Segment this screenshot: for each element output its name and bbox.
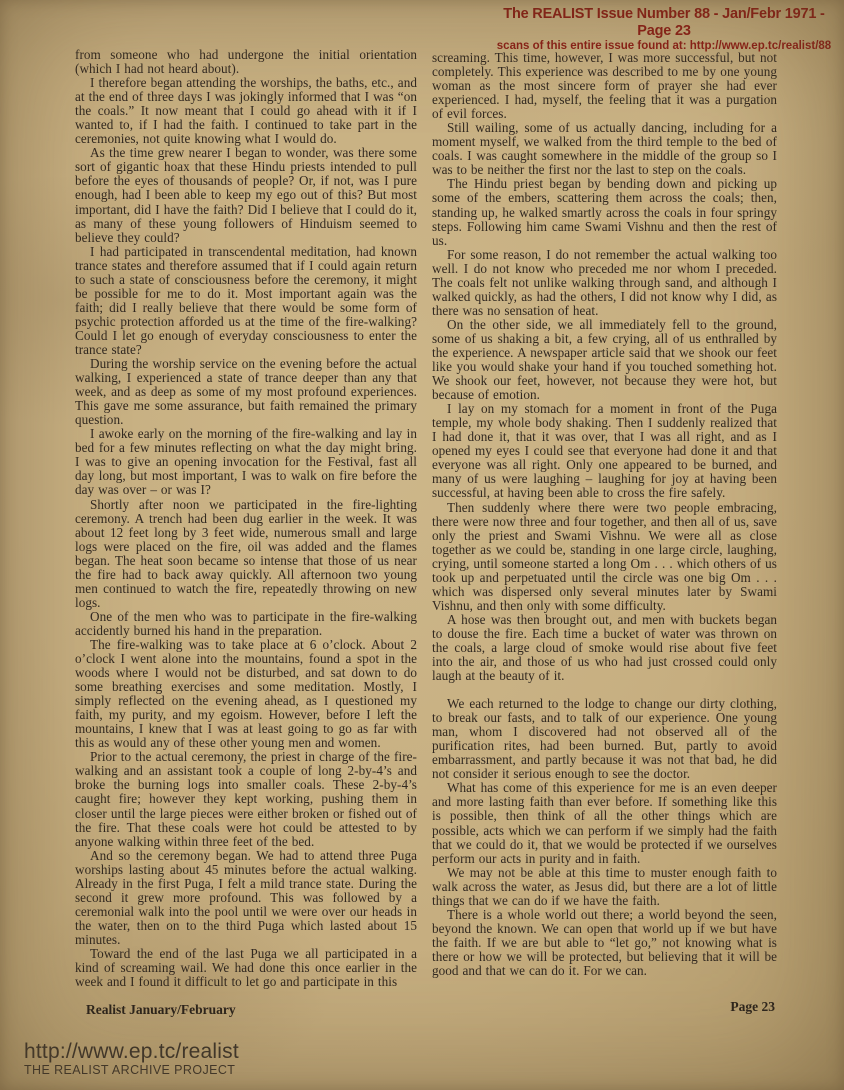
- paragraph: Shortly after noon we participated in the fire-lighting ceremony. A trench had been dug earlier in the week. It was about 12 feet long by 3 feet wide, numerous small and large logs were placed on the fire, oil was added and the flames began. The heat soon became so intense that those of us near the fire had to back away quickly. All afternoon two young men continued to watch the fire, repeatedly throwing on new logs.: [75, 496, 417, 610]
- paragraph: We may not be able at this time to muster enough faith to walk across the water, as Jesus did, but there are a lot of little things that we can do if we have the faith.: [432, 864, 777, 908]
- paragraph: The fire-walking was to take place at 6 o’clock. About 2 o’clock I went alone into the mountains, found a spot in the woods where I would not be disturbed, and sat down to do some breathing exercises and some meditation. Mostly, I simply reflected on the evening ahead, as I questioned my faith, my purity, and my egoism. However, before I left the mountains, I knew that I was at least going to go as far with this as would any of these other young men and women.: [75, 636, 417, 751]
- scan-source-note: scans of this entire issue found at: http://www.ep.tc/realist/88: [496, 40, 832, 52]
- paragraph: I awoke early on the morning of the fire-walking and lay in bed for a few minutes reflecting on what the day might bring. I was to give an opening invocation for the Festival, fast all day long, but most important, I was to walk on fire before the day was over – or was I?: [75, 426, 417, 498]
- paragraph: A hose was then brought out, and men with buckets began to douse the fire. Each time a bucket of water was thrown on the coals, a large cloud of smoke would rise about five feet into the air, and those of us who had just crossed could only laugh at the beauty of it.: [432, 611, 777, 684]
- archive-url: http://www.ep.tc/realist: [24, 1040, 239, 1063]
- paragraph: And so the ceremony began. We had to attend three Puga worships lasting about 45 minutes before the actual walking. Already in the first Puga, I felt a mild trance state. During the second it grew more profound. This was followed by a ceremonial walk into the pool until we were over our heads in the water, then on to the third Puga which lasted about 15 minutes.: [75, 847, 417, 947]
- paragraph: Toward the end of the last Puga we all participated in a kind of screaming wail. We had done this once earlier in the week and I found it difficult to let go and participate in this: [75, 946, 417, 990]
- paragraph: Still wailing, some of us actually dancing, including for a moment myself, we walked from the third temple to the bed of coals. I was caught somewhere in the middle of the group so I was to be neither the first nor the last to step on the coals.: [432, 120, 777, 178]
- paragraph: What has come of this experience for me is an even deeper and more lasting faith than ever before. If something like this is possible, then think of all the other things which are possible, acts which we can perform if we simply had the faith that we could do it, that we would be protected if we ourselves perform our acts in purity and in faith.: [432, 780, 777, 866]
- paragraph: As the time grew nearer I began to wonder, was there some sort of gigantic hoax that these Hindu priests intended to pull before the eyes of thousands of people? Or, if not, was I pure enough, had I been able to keep my ego out of this? But most important, did I have the faith? Did I believe that I could do it, as many of these young followers of Hinduism seemed to believe they could?: [75, 145, 417, 245]
- archive-scan-header: [486, 6, 842, 53]
- paragraph: from someone who had undergone the initial orientation (which I had not heard about).: [75, 48, 417, 77]
- paragraph: During the worship service on the evening before the actual walking, I experienced a state of trance deeper than any that week, and as deep as some of my most profound experiences. This gave me some assurance, but faith remained the primary question.: [75, 356, 417, 428]
- archive-project-block: [24, 1040, 239, 1078]
- paragraph: There is a whole world out there; a world beyond the seen, beyond the known. We can open that world up if we but have the faith. If we are but able to “let go,” not knowing what is there or how we will be protected, but believing that it will be good and that we can do it. For we can.: [432, 906, 777, 978]
- paragraph: I lay on my stomach for a moment in front of the Puga temple, my whole body shaking. Then I suddenly realized that I had done it, that it was over, that I was all right, and as I opened my eyes I could see that everyone had done it and that everyone was all right. Only one appeared to be burned, and many of us were laughing – laughing for joy at having been successful, at having been able to cross the fire safely.: [432, 401, 777, 501]
- paragraph: I therefore began attending the worships, the baths, etc., and at the end of three days I was jokingly informed that I was “on the coals.” It now meant that I could go ahead with it if I wanted to, if I had the faith. I continued to take part in the ceremonies, not quite knowing what I would do.: [75, 75, 417, 147]
- paragraph: One of the men who was to participate in the fire-walking accidently burned his hand in the preparation.: [75, 608, 417, 638]
- paragraph: We each returned to the lodge to change our dirty clothing, to break our fasts, and to talk of our experience. One young man, whom I discovered had not observed all of the purification rites, had been burned. But, partly to avoid embarrassment, and partly because it was not that bad, he did not consider it serious enough to see the doctor.: [432, 696, 777, 782]
- left-column: [75, 48, 417, 1000]
- footer-journal-name: Realist January/February: [86, 1002, 236, 1017]
- paragraph: Then suddenly where there were two people embracing, there were now three and four together, and then all of us, save only the priest and Swami Vishnu. We were all as close together as we could be, standing in one large circle, laughing, crying, until someone started a long Om . . . which others of us took up and perpetuated until the circle was one big Om . . . which was dispersed only several minutes later by Swami Vishnu, and then only with some difficulty.: [432, 499, 777, 613]
- archive-project-label: THE REALIST ARCHIVE PROJECT: [24, 1063, 236, 1077]
- paragraph: Prior to the actual ceremony, the priest in charge of the fire-walking and an assistant took a couple of long 2-by-4’s and broke the burning logs into smaller coals. These 2-by-4’s caught fire; however they kept working, pushing them in closer until the large pieces were either broken or fished out of the fire. That these coals were hot could be attested to by anyone walking within three feet of the bed.: [75, 749, 417, 849]
- right-column: [432, 51, 777, 1003]
- footer-page-number: Page 23: [730, 999, 775, 1014]
- paragraph: For some reason, I do not remember the actual walking too well. I do not know who preceded me nor whom I preceded. The coals felt not unlike walking through sand, and although I walked quickly, as had the others, I did not know why I did, as there was no sensation of heat.: [432, 246, 777, 318]
- paragraph: On the other side, we all immediately fell to the ground, some of us shaking a bit, a few crying, all of us enthralled by the experience. A newspaper article said that we shook our feet like you would shake your hand if you touched something hot. We shook our feet, however, not because they were hot, but because of emotion.: [432, 316, 777, 403]
- paragraph: I had participated in transcendental meditation, had known trance states and therefore assumed that if I could again return to such a state of consciousness before the ceremony, it might be possible for me to do it. Most important again was the faith; did I really believe that there would be some form of psychic protection afforded us at the time of the fire-walking? Could I let go enough of everyday consciousness to enter the trance state?: [75, 243, 417, 357]
- issue-title: The REALIST Issue Number 88 - Jan/Febr 1971 - Page 23: [503, 6, 825, 39]
- paragraph: screaming. This time, however, I was more successful, but not completely. This experience was described to me by one young woman as the most sincere form of prayer she had ever experienced. I had, myself, the feeling that it was a purgation of evil forces.: [432, 51, 777, 122]
- paragraph: The Hindu priest began by bending down and picking up some of the embers, scattering them across the coals; then, standing up, he walked smartly across the coals in four springy steps. Following him came Swami Vishnu and then the rest of us.: [432, 176, 777, 248]
